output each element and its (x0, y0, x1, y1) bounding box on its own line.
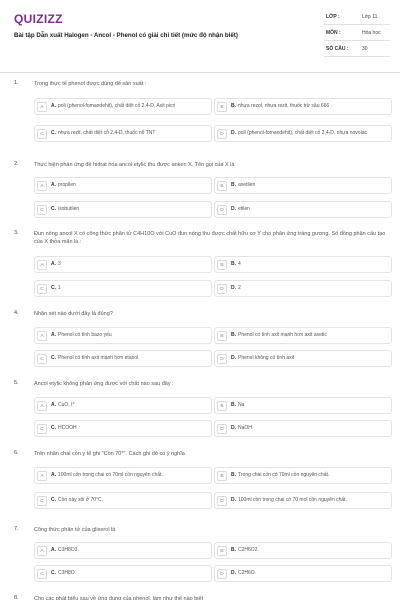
option-d[interactable] (214, 420, 392, 437)
option-text: poli (phenol-fomandehit), chất diệt cỏ 2,4-D, Axit picri (58, 103, 176, 110)
meta-value: Lớp 11 (362, 14, 378, 20)
option-key: D. (231, 285, 236, 292)
option-key: C. (51, 497, 56, 504)
meta-class (324, 10, 390, 25)
option-key: D. (231, 570, 236, 577)
option-letter: A (37, 331, 47, 341)
question-number: 8. (14, 595, 19, 600)
option-text: HCOOH (58, 425, 77, 432)
option-b[interactable] (214, 256, 392, 273)
option-d[interactable] (214, 201, 392, 218)
option-key: C. (51, 570, 56, 577)
option-text: axetilen (238, 182, 256, 189)
option-key: B. (231, 472, 236, 479)
question-text: Cho các phát biểu sau về ứng dụng của phenol, làm như thế nào biết (34, 596, 204, 600)
option-a[interactable] (34, 98, 212, 115)
option-letter: C (37, 496, 47, 506)
option-letter: C (37, 284, 47, 294)
option-letter: C (37, 205, 47, 215)
option-c[interactable] (34, 565, 212, 582)
option-key: C. (51, 355, 56, 362)
option-key: C. (51, 206, 56, 213)
option-letter: A (37, 102, 47, 112)
option-key: B. (231, 332, 236, 339)
option-text: Cồn này sôi ở 70°C. (58, 497, 104, 504)
option-letter: B (217, 471, 227, 481)
option-letter: B (217, 546, 227, 556)
question-text: Trên nhãn chai cồn y tế ghi "Cồn 70°". Cách ghi đó có ý nghĩa (34, 451, 185, 457)
option-c[interactable] (34, 492, 212, 509)
option-letter: B (217, 102, 227, 112)
option-key: B. (231, 103, 236, 110)
option-d[interactable] (214, 125, 392, 142)
question-number: 1. (14, 80, 19, 86)
option-text: Phenol không có tính axit (238, 355, 295, 362)
option-text: 4 (238, 261, 241, 268)
option-letter: D (217, 205, 227, 215)
option-text: 2 (238, 285, 241, 292)
option-text: CuO, t° (58, 402, 75, 409)
option-letter: C (37, 424, 47, 434)
option-text: C2H6O. (238, 570, 257, 577)
option-key: D. (231, 425, 236, 432)
question-number: 5. (14, 380, 19, 386)
option-key: C. (51, 130, 56, 137)
worksheet-header (0, 0, 400, 72)
question-number: 2. (14, 161, 19, 167)
option-text: 100ml cồn trong chai có 70 mol cồn nguyên chất. (238, 497, 347, 504)
option-a[interactable] (34, 542, 212, 559)
option-text: 1 (58, 285, 61, 292)
option-key: A. (51, 332, 56, 339)
option-text: Na (238, 402, 245, 409)
question-number: 6. (14, 450, 19, 456)
option-key: D. (231, 130, 236, 137)
question-text: Nhận xét nào dưới đây là đúng? (34, 311, 113, 317)
option-key: B. (231, 402, 236, 409)
option-letter: C (37, 569, 47, 579)
option-letter: D (217, 284, 227, 294)
option-letter: B (217, 401, 227, 411)
option-text: Phenol có tính bazo yếu (58, 332, 112, 339)
meta-count (324, 42, 390, 57)
option-b[interactable] (214, 177, 392, 194)
option-c[interactable] (34, 350, 212, 367)
option-c[interactable] (34, 420, 212, 437)
option-letter: B (217, 331, 227, 341)
option-text: propilen (58, 182, 76, 189)
question-text: Ancol etylic không phản ứng được với chất nào sau đây : (34, 381, 174, 387)
meta-label: SỐ CÂU : (326, 46, 349, 52)
question-number: 3. (14, 230, 19, 236)
option-letter: C (37, 129, 47, 139)
option-text: nhựa rezol, nhựa rezit, thuốc trừ sâu 666 (238, 103, 330, 110)
option-key: D. (231, 355, 236, 362)
meta-value: Hóa học (362, 30, 381, 36)
option-text: nhựa rezit, chất diệt cỏ 2,4-D, thuốc nổ TNT (58, 130, 156, 137)
question-text: Công thức phân tử của glixerol là (34, 527, 116, 533)
option-letter: D (217, 424, 227, 434)
option-d[interactable] (214, 492, 392, 509)
option-letter: D (217, 129, 227, 139)
option-text: C3H8O. (58, 570, 77, 577)
option-letter: A (37, 260, 47, 270)
option-key: A. (51, 182, 56, 189)
option-d[interactable] (214, 565, 392, 582)
option-text: poli (phenol-fomandehit), chất diệt cỏ 2,4-D, nhựa novolac (238, 130, 367, 137)
option-text: etilen (238, 206, 250, 213)
option-letter: A (37, 401, 47, 411)
option-b[interactable] (214, 98, 392, 115)
option-letter: A (37, 546, 47, 556)
meta-subject (324, 26, 390, 41)
option-text: C2H6O2. (238, 547, 259, 554)
option-text: Phenol có tính axit mạnh hơn axit axetic (238, 332, 327, 339)
option-key: B. (231, 261, 236, 268)
option-key: C. (51, 285, 56, 292)
option-b[interactable] (214, 327, 392, 344)
option-letter: D (217, 569, 227, 579)
option-key: B. (231, 182, 236, 189)
option-a[interactable] (34, 256, 212, 273)
option-key: D. (231, 206, 236, 213)
option-text: 100ml cồn trong chai có 70ml cồn nguyên chất. (58, 472, 163, 479)
option-a[interactable] (34, 467, 212, 484)
option-a[interactable] (34, 397, 212, 414)
meta-label: LỚP : (326, 14, 340, 20)
option-letter: B (217, 260, 227, 270)
option-key: A. (51, 402, 56, 409)
option-d[interactable] (214, 350, 392, 367)
option-key: A. (51, 472, 56, 479)
question-number: 7. (14, 526, 19, 532)
option-a[interactable] (34, 327, 212, 344)
question-number: 4. (14, 310, 19, 316)
option-letter: C (37, 354, 47, 364)
option-d[interactable] (214, 280, 392, 297)
option-text: Trong chai cồn có 70ml cồn nguyên chất. (238, 472, 330, 479)
worksheet-title: Bài tập Dẫn xuất Halogen - Ancol - Phenol có giải chi tiết (mức độ nhận biết) (14, 32, 238, 39)
option-text: C3H8O3. (58, 547, 79, 554)
option-b[interactable] (214, 467, 392, 484)
option-c[interactable] (34, 201, 212, 218)
option-letter: A (37, 471, 47, 481)
option-c[interactable] (34, 280, 212, 297)
option-key: A. (51, 103, 56, 110)
option-key: C. (51, 425, 56, 432)
quizizz-logo: QUIZIZZ (14, 12, 63, 26)
option-a[interactable] (34, 177, 212, 194)
option-text: isobutilen (58, 206, 80, 213)
option-key: B. (231, 547, 236, 554)
option-text: NaOH (238, 425, 252, 432)
option-b[interactable] (214, 542, 392, 559)
option-letter: D (217, 496, 227, 506)
option-key: D. (231, 497, 236, 504)
meta-label: MÔN : (326, 30, 341, 36)
question-text: Trong thực tế phenol được dùng để sản xuất : (34, 81, 147, 87)
option-letter: B (217, 181, 227, 191)
option-text: Phenol có tính axit mạnh hơn etanol (58, 355, 139, 362)
meta-value: 30 (362, 46, 368, 52)
question-text: Thực hiện phản ứng đề hidrat hóa ancol etylic thu được anken X. Tên gọi của X là (34, 162, 235, 168)
option-c[interactable] (34, 125, 212, 142)
option-letter: A (37, 181, 47, 191)
option-letter: D (217, 354, 227, 364)
option-text: 3 (58, 261, 61, 268)
question-text: Đun nóng ancol X có công thức phân tử C4H10O với CuO đun nóng thu được chất hữu cơ Y cho phản ứng tráng gương. Số đồng phân cấu tạo của X thỏa mãn là : (34, 231, 386, 245)
option-key: A. (51, 261, 56, 268)
option-key: A. (51, 547, 56, 554)
option-b[interactable] (214, 397, 392, 414)
header-divider (0, 72, 400, 73)
